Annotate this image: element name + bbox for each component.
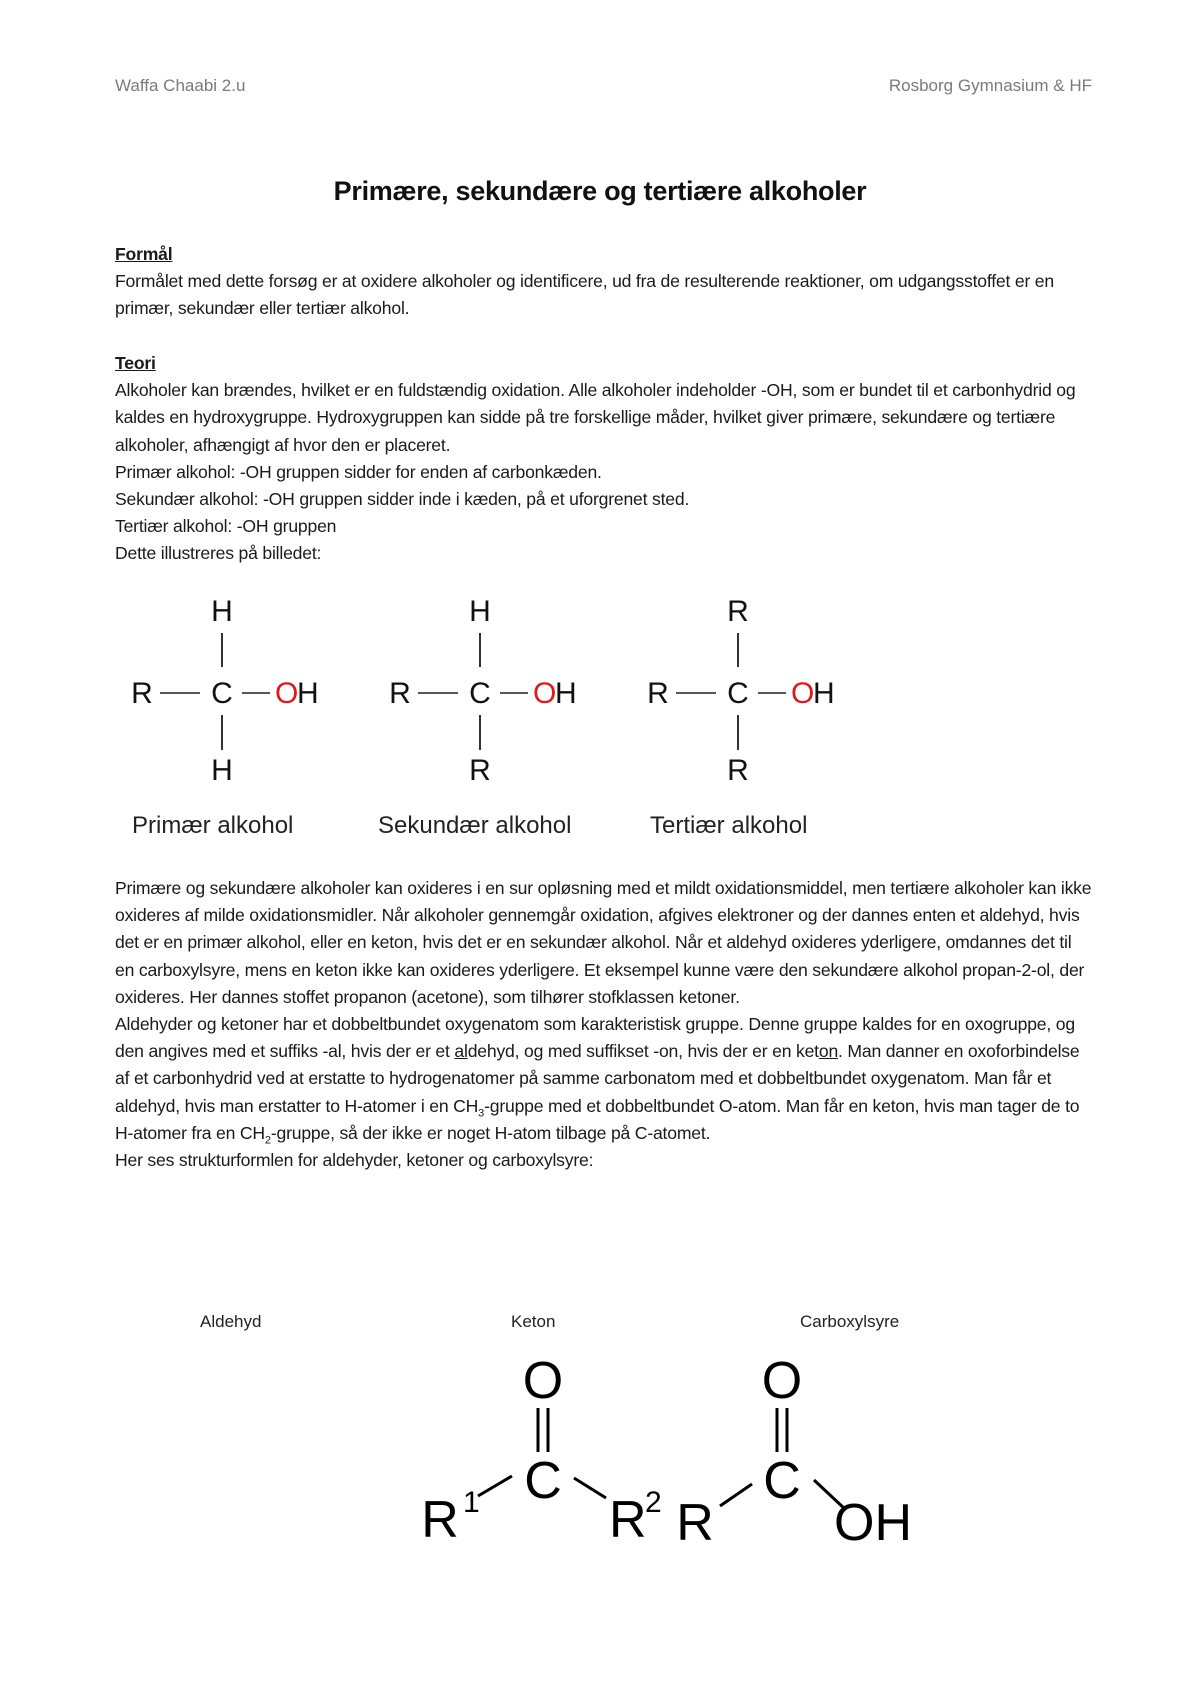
atom-hydrogen: H — [813, 677, 835, 710]
structure-secondary — [378, 595, 577, 839]
atom-top: R — [727, 595, 749, 628]
subscript-2: 2 — [264, 1134, 271, 1147]
atom-oxygen: O — [533, 677, 557, 710]
teori-tertiary: Tertiær alkohol: -OH gruppen — [115, 516, 337, 537]
caption-primary: Primær alkohol — [132, 812, 294, 839]
label-carboxylsyre: Carboxylsyre — [800, 1312, 900, 1331]
atom-center: C — [727, 677, 749, 710]
atom-hydrogen: H — [297, 677, 319, 710]
atom-r: R — [676, 1494, 714, 1552]
atom-bottom: R — [727, 754, 749, 787]
atom-oxygen: O — [761, 1352, 803, 1410]
atom-hydroxyl: OH — [834, 1494, 912, 1552]
bond-right — [574, 1478, 606, 1498]
structure-carboxylsyre — [676, 1352, 912, 1552]
atom-bottom: R — [469, 754, 491, 787]
caption-tertiary: Tertiær alkohol — [650, 812, 808, 839]
text-run: dehyd, og med suffikset -on, hvis der er en ket — [467, 1041, 819, 1062]
atom-carbon: C — [763, 1452, 801, 1510]
text-run: . Man danner en oxoforbindelse af et carbonhydrid ved at erstatte to hydrogenatomer på samme carbonatom med et dobbeltbundet oxygenatom. Man får et aldehyd, hvis man erstatter to H-atomer i en CH — [115, 1041, 1080, 1116]
atom-r2: R — [609, 1491, 647, 1549]
header-school: Rosborg Gymnasium & HF — [888, 76, 1092, 95]
atom-left: R — [647, 677, 669, 710]
atom-bottom: H — [211, 754, 233, 787]
atom-top: H — [211, 595, 233, 628]
page-title: Primære, sekundære og tertiære alkoholer — [333, 176, 867, 206]
atom-oxygen: O — [275, 677, 299, 710]
teori-secondary: Sekundær alkohol: -OH gruppen sidder inde i kæden, på et uforgrenet sted. — [115, 489, 690, 510]
atom-left: R — [389, 677, 411, 710]
bond-left — [478, 1476, 512, 1496]
alcohol-structures-figure — [120, 585, 920, 845]
atom-oxygen: O — [522, 1352, 564, 1410]
bond-left — [720, 1484, 752, 1506]
atom-left: R — [131, 677, 153, 710]
atom-oxygen: O — [791, 677, 815, 710]
superscript-1: 1 — [463, 1486, 480, 1519]
header-author: Waffa Chaabi 2.u — [115, 76, 246, 95]
label-aldehyd: Aldehyd — [200, 1312, 262, 1331]
oxidation-paragraph-2 — [115, 1011, 1095, 1147]
subscript-3: 3 — [478, 1107, 485, 1120]
caption-secondary: Sekundær alkohol — [378, 812, 572, 839]
underlined-suffix-al: al — [454, 1041, 468, 1062]
section-teori — [115, 350, 1095, 568]
section-oxidation — [115, 875, 1095, 1174]
atom-r1: R — [421, 1491, 459, 1549]
atom-center: C — [469, 677, 491, 710]
atom-center: C — [211, 677, 233, 710]
atom-carbon: C — [524, 1452, 562, 1510]
oxidation-paragraph-3: Her ses strukturformlen for aldehyder, ketoner og carboxylsyre: — [115, 1150, 594, 1171]
text-run: Aldehyder og ketoner har et dobbeltbundet oxygenatom som karakteristisk gruppe. Denne gruppe kaldes for en oxogruppe, og den angives med et suffiks -al, hvis der er et — [115, 1014, 1075, 1062]
carbonyl-structures-figure — [150, 1300, 1050, 1600]
underlined-suffix-on: on — [818, 1041, 839, 1062]
formaal-text: Formålet med dette forsøg er at oxidere alkoholer og identificere, ud fra de resulterende reaktioner, om udgangsstoffet er en primær, sekundær eller tertiær alkohol. — [115, 271, 1054, 319]
structure-tertiary — [647, 595, 835, 839]
structure-keton — [421, 1352, 661, 1549]
section-formaal — [115, 241, 1095, 323]
teori-primary: Primær alkohol: -OH gruppen sidder for enden af carbonkæden. — [115, 461, 602, 482]
label-keton: Keton — [511, 1312, 556, 1331]
text-run: -gruppe, så der ikke er noget H-atom tilbage på C-atomet. — [270, 1122, 711, 1143]
oxidation-paragraph-1: Primære og sekundære alkoholer kan oxideres i en sur opløsning med et mildt oxidationsmiddel, men tertiære alkoholer kan ikke oxideres af milde oxidationsmidler. Når alkoholer gennemgår oxidation, afgives elektroner og der dannes enten et aldehyd, hvis det er en primær alkohol, eller en keton, hvis det er en sekundær alkohol. Når et aldehyd oxideres yderligere, omdannes det til en carboxylsyre, mens en keton ikke kan oxideres yderligere. Et eksempel kunne være den sekundære alkohol propan-2-ol, der oxideres. Her dannes stoffet propanon (acetone), som tilhører stofklassen ketoner. — [115, 878, 1092, 1007]
teori-intro: Alkoholer kan brændes, hvilket er en fuldstændig oxidation. Alle alkoholer indeholder -OH, som er bundet til et carbonhydrid og kaldes en hydroxygruppe. Hydroxygruppen kan sidde på tre forskellige måder, hvilket giver primære, sekundære og tertiære alkoholer, afhængigt af hvor den er placeret. — [115, 380, 1076, 455]
atom-hydrogen: H — [555, 677, 577, 710]
superscript-2: 2 — [645, 1486, 662, 1519]
atom-top: H — [469, 595, 491, 628]
structure-primary — [131, 595, 319, 839]
section-heading-teori: Teori — [115, 353, 156, 373]
teori-illustrated: Dette illustreres på billedet: — [115, 543, 322, 564]
section-heading-formaal: Formål — [115, 244, 173, 264]
text-run: -gruppe med et dobbeltbundet O-atom. Man får en keton, hvis man tager de to H-atomer fra en CH — [115, 1095, 1080, 1143]
